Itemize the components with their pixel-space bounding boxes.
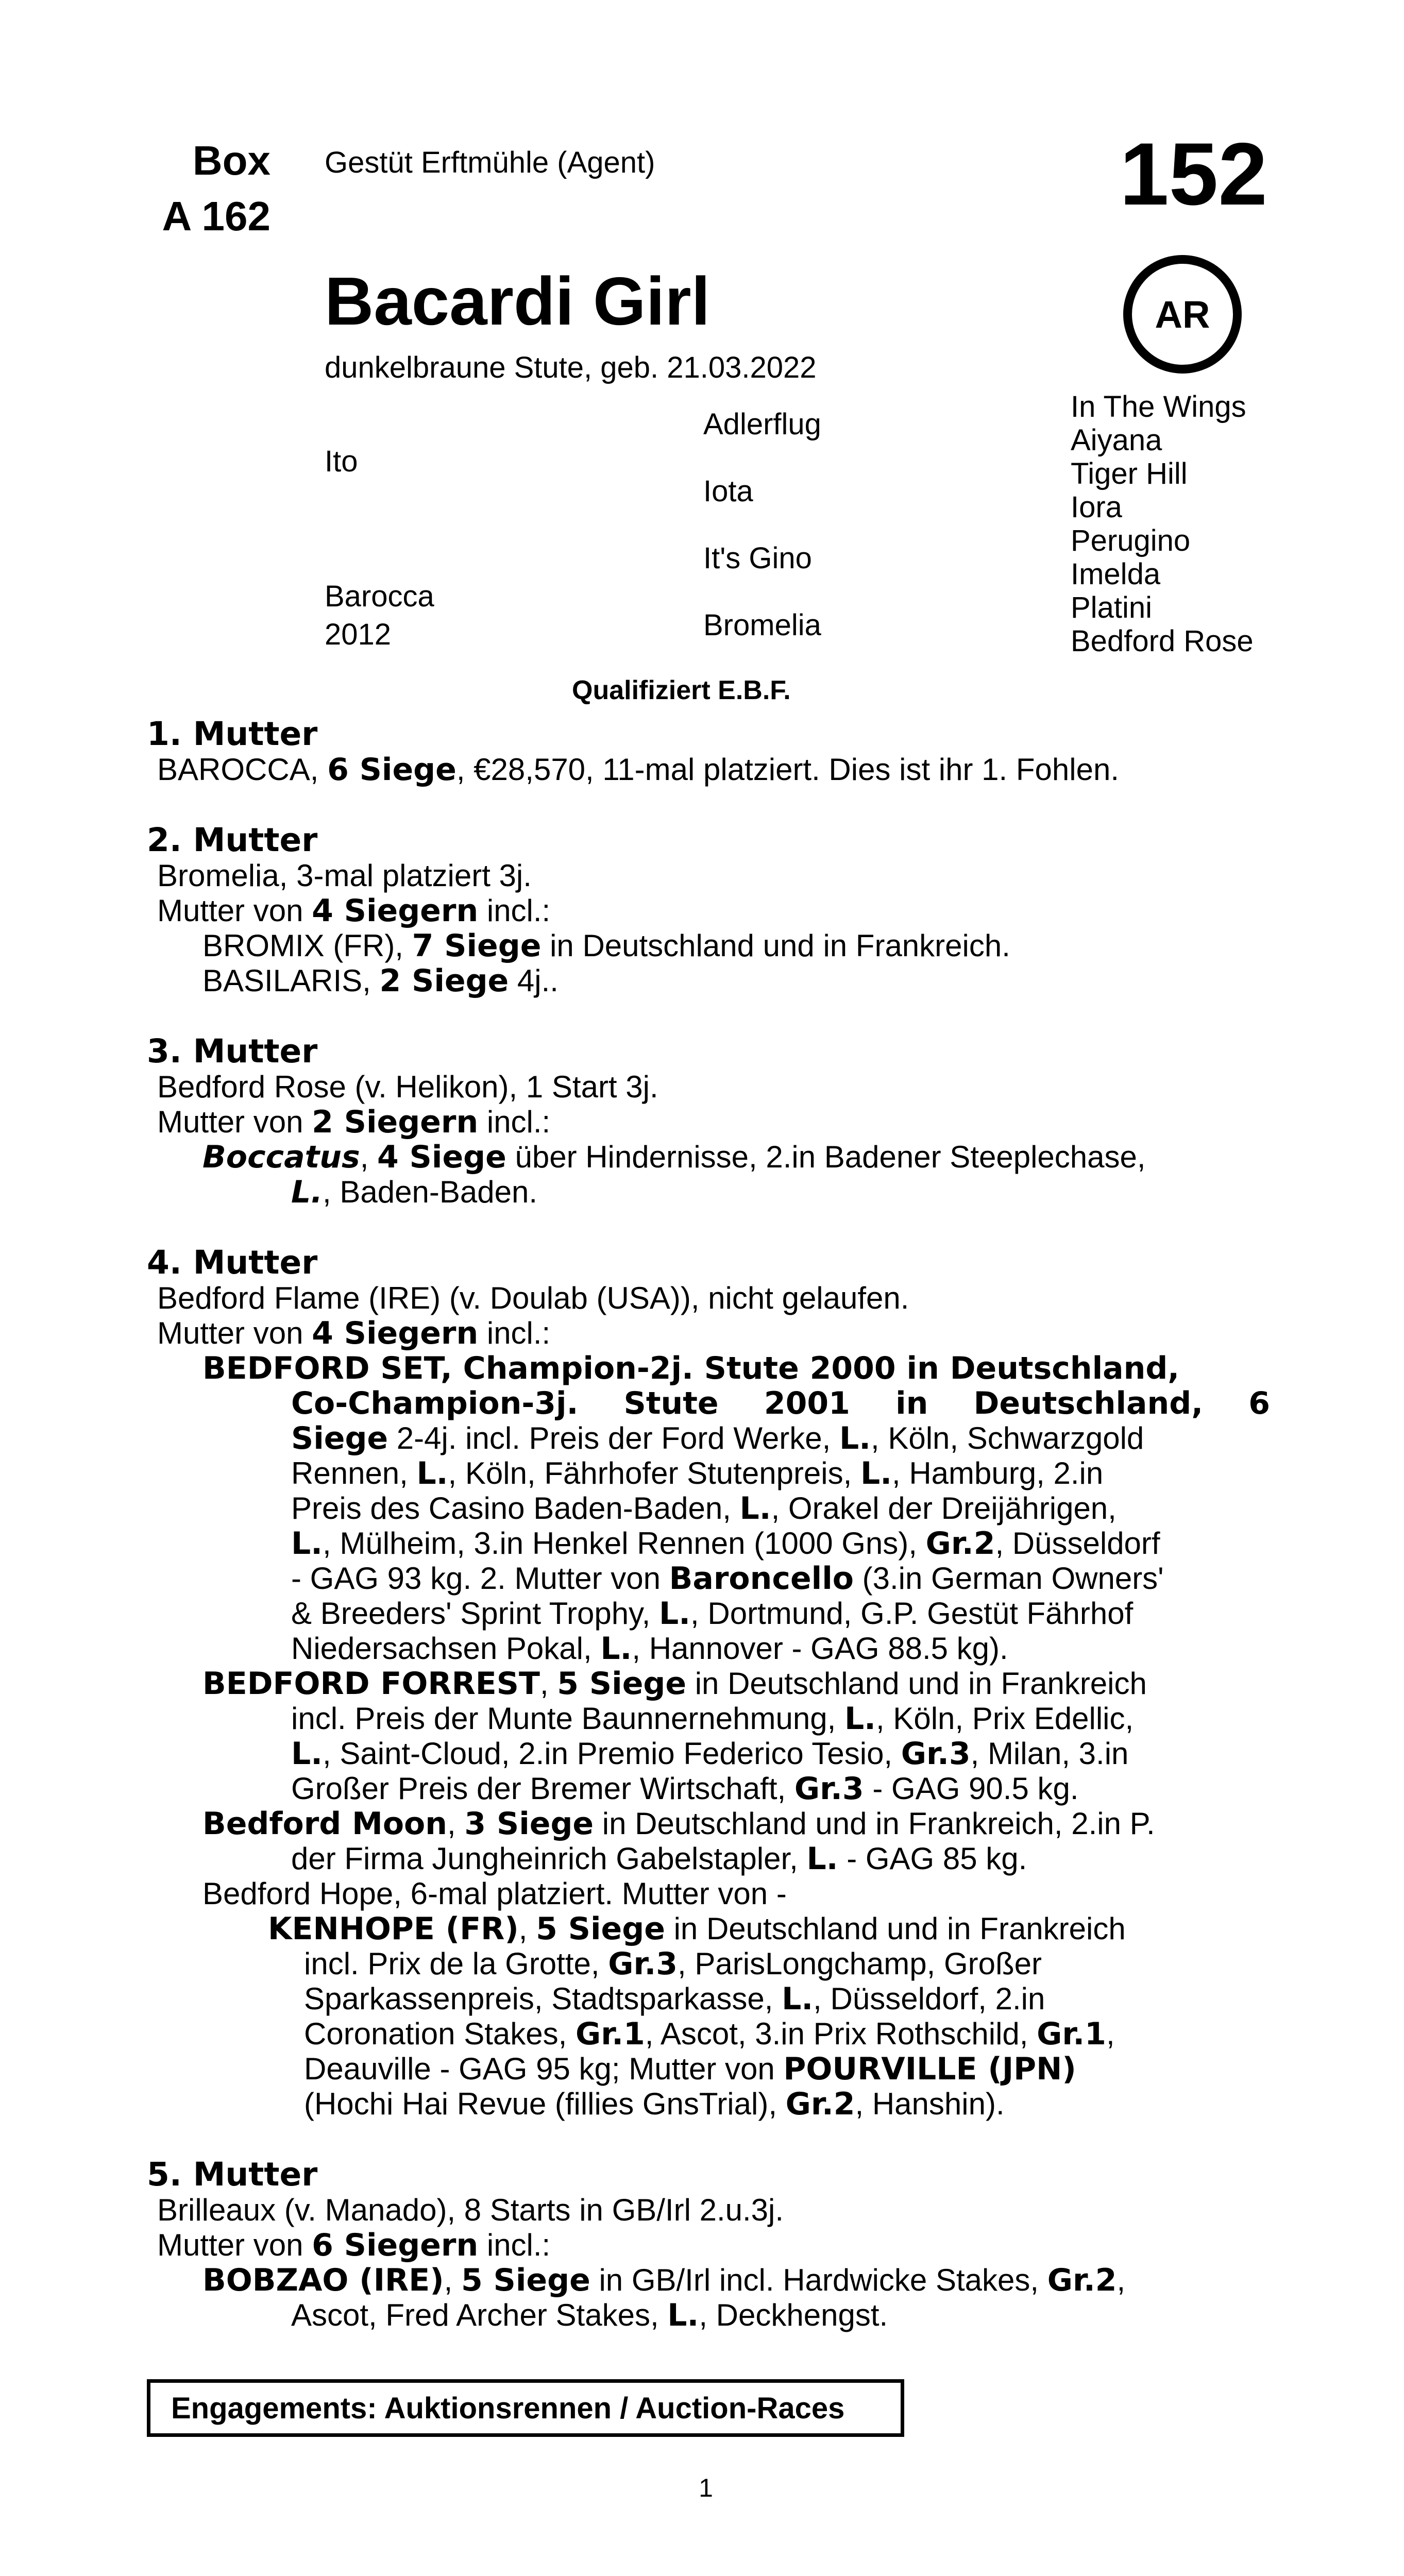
offspring-line: BROMIX (FR), 7 Siege in Deutschland und in Frankreich. (202, 928, 1010, 964)
offspring-line: Deauville - GAG 95 kg; Mutter von POURVILLE (JPN) (304, 2051, 1076, 2087)
pedigree-gen3: Platini (1071, 591, 1152, 624)
qualification: Qualifiziert E.B.F. (572, 675, 791, 705)
ar-badge-label: AR (1155, 293, 1210, 336)
offspring-line: Ascot, Fred Archer Stakes, L., Deckhengst. (291, 2297, 888, 2333)
dam-line: Bromelia, 3-mal platziert 3j. (157, 858, 532, 893)
dam-sections (147, 716, 1270, 2333)
lot-number: 152 (1120, 125, 1267, 224)
page-number: 1 (699, 2473, 713, 2502)
pedigree-gen3: Tiger Hill (1071, 457, 1188, 490)
offspring-line: Boccatus, 4 Siege über Hindernisse, 2.in Badener Steeplechase, (202, 1139, 1146, 1175)
offspring-line: L., Saint-Cloud, 2.in Premio Federico Tesio, Gr.3, Milan, 3.in (291, 1736, 1129, 1772)
dam-section-1 (147, 716, 1270, 787)
offspring-line: Rennen, L., Köln, Fährhofer Stutenpreis, L., Hamburg, 2.in (291, 1455, 1104, 1492)
pedigree-gen3: Perugino (1071, 524, 1191, 557)
pedigree-dam-sire: It's Gino (703, 541, 812, 575)
offspring-line: incl. Preis der Munte Baunnernehmung, L., Köln, Prix Edellic, (291, 1701, 1134, 1737)
pedigree-sire: Ito (325, 445, 358, 478)
consignor: Gestüt Erftmühle (Agent) (325, 146, 655, 179)
engagements-text: Engagements: Auktionsrennen / Auction-Races (171, 2391, 845, 2425)
offspring-line: BEDFORD FORREST, 5 Siege in Deutschland und in Frankreich (202, 1666, 1147, 1702)
dam-line: Mutter von 6 Siegern incl.: (157, 2227, 551, 2263)
offspring-line: Preis des Casino Baden-Baden, L., Orakel der Dreijährigen, (291, 1490, 1117, 1527)
box-label: Box (192, 138, 270, 183)
pedigree-sire-dam: Iota (703, 474, 753, 508)
dam-line: Mutter von 4 Siegern incl.: (157, 893, 551, 929)
horse-description: dunkelbraune Stute, geb. 21.03.2022 (325, 351, 817, 384)
offspring-line: (Hochi Hai Revue (fillies GnsTrial), Gr.2, Hanshin). (304, 2086, 1005, 2122)
offspring-line: KENHOPE (FR), 5 Siege in Deutschland und in Frankreich (268, 1911, 1126, 1947)
ar-badge (1123, 255, 1242, 374)
section-heading: 1. Mutter (147, 715, 318, 753)
dam-line: Brilleaux (v. Manado), 8 Starts in GB/Irl 2.u.3j. (157, 2193, 784, 2227)
pedigree-dam-dam: Bromelia (703, 608, 821, 642)
offspring-line: Großer Preis der Bremer Wirtschaft, Gr.3 - GAG 90.5 kg. (291, 1771, 1079, 1807)
pedigree-sire-sire: Adlerflug (703, 408, 821, 441)
offspring-line: Niedersachsen Pokal, L., Hannover - GAG 88.5 kg). (291, 1631, 1008, 1667)
offspring-line: Siege 2-4j. incl. Preis der Ford Werke, L., Köln, Schwarzgold (291, 1420, 1144, 1456)
pedigree-gen3: Aiyana (1071, 423, 1162, 457)
section-heading: 5. Mutter (147, 2156, 318, 2193)
pedigree-gen3: In The Wings (1071, 390, 1246, 423)
dam-line: Bedford Rose (v. Helikon), 1 Start 3j. (157, 1070, 658, 1104)
pedigree-gen3: Bedford Rose (1071, 624, 1254, 658)
offspring-line: - GAG 93 kg. 2. Mutter von Baroncello (3.in German Owners' (291, 1561, 1164, 1597)
offspring-line: der Firma Jungheinrich Gabelstapler, L. - GAG 85 kg. (291, 1841, 1027, 1877)
pedigree-gen3: Iora (1071, 490, 1122, 524)
box-number: A 162 (162, 193, 270, 239)
pedigree-dam-year: 2012 (325, 618, 392, 651)
offspring-line: Bedford Hope, 6-mal platziert. Mutter von - (202, 1876, 787, 1911)
dam-line: Mutter von 4 Siegern incl.: (157, 1315, 551, 1351)
dam-line: Mutter von 2 Siegern incl.: (157, 1104, 551, 1140)
offspring-line: & Breeders' Sprint Trophy, L., Dortmund, G.P. Gestüt Fährhof (291, 1596, 1134, 1632)
offspring-line: Bedford Moon, 3 Siege in Deutschland und in Frankreich, 2.in P. (202, 1806, 1155, 1842)
horse-name: Bacardi Girl (325, 263, 711, 339)
dam-section-5 (147, 2157, 1270, 2333)
offspring-line: L., Mülheim, 3.in Henkel Rennen (1000 Gns), Gr.2, Düsseldorf (291, 1526, 1160, 1562)
pedigree-gen3: Imelda (1071, 557, 1161, 591)
section-heading: 2. Mutter (147, 821, 318, 859)
offspring-line: Coronation Stakes, Gr.1, Ascot, 3.in Prix Rothschild, Gr.1, (304, 2016, 1115, 2052)
offspring-line: Sparkassenpreis, Stadtsparkasse, L., Düsseldorf, 2.in (304, 1981, 1045, 2017)
offspring-line: BEDFORD SET, Champion-2j. Stute 2000 in Deutschland, (202, 1350, 1180, 1386)
offspring-line: Co-Champion-3j. Stute 2001 in Deutschland, 6 (291, 1385, 1270, 1421)
pedigree-dam: Barocca (325, 580, 434, 613)
dam-section-4 (147, 1245, 1270, 2122)
section-heading: 4. Mutter (147, 1244, 318, 1281)
section-heading: 3. Mutter (147, 1032, 318, 1070)
offspring-line: BASILARIS, 2 Siege 4j.. (202, 963, 559, 999)
offspring-line: incl. Prix de la Grotte, Gr.3, ParisLongchamp, Großer (304, 1946, 1042, 1982)
dam-section-3 (147, 1033, 1270, 1210)
offspring-line: L., Baden-Baden. (291, 1174, 538, 1210)
offspring-line: BOBZAO (IRE), 5 Siege in GB/Irl incl. Hardwicke Stakes, Gr.2, (202, 2262, 1126, 2298)
engagements-box (147, 2379, 904, 2437)
dam-line: Bedford Flame (IRE) (v. Doulab (USA)), nicht gelaufen. (157, 1281, 909, 1315)
dam-section-2 (147, 822, 1270, 998)
dam-line: BAROCCA, 6 Siege, €28,570, 11-mal platziert. Dies ist ihr 1. Fohlen. (157, 752, 1119, 788)
